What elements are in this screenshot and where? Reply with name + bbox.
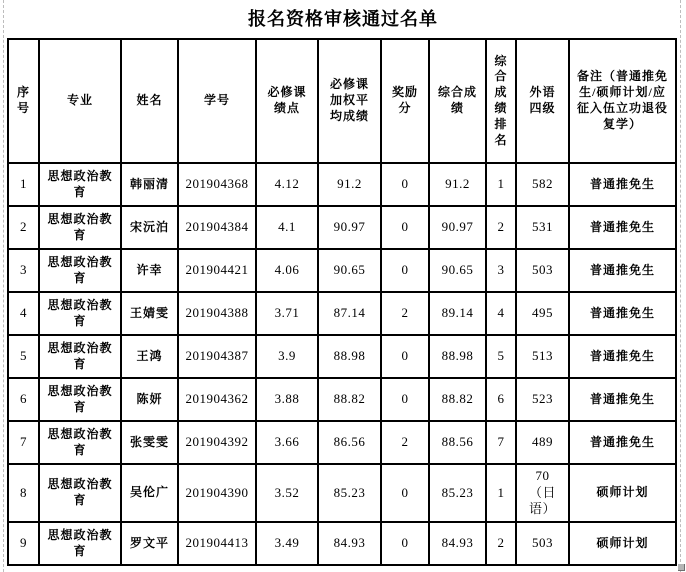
cell-major: 思想政治教育	[39, 522, 121, 565]
column-header-cet4	[516, 39, 569, 163]
cell-gpa: 4.1	[256, 206, 318, 249]
table-row	[8, 522, 676, 565]
cell-seq: 7	[8, 421, 39, 464]
cell-name: 宋沅泊	[121, 206, 178, 249]
cell-gpa: 4.06	[256, 249, 318, 292]
cell-major: 思想政治教育	[39, 335, 121, 378]
cell-seq: 8	[8, 464, 39, 522]
cell-rank: 7	[486, 421, 516, 464]
cell-name: 罗文平	[121, 522, 178, 565]
right-margin-guide	[680, 0, 681, 572]
cell-name: 吴伦广	[121, 464, 178, 522]
column-header-name	[121, 39, 178, 163]
cell-seq: 6	[8, 378, 39, 421]
column-header-label: 序号	[16, 85, 30, 115]
cell-seq: 5	[8, 335, 39, 378]
cell-composite: 88.82	[429, 378, 486, 421]
cell-composite: 84.93	[429, 522, 486, 565]
column-header-composite	[429, 39, 486, 163]
cell-major: 思想政治教育	[39, 421, 121, 464]
cell-rank: 1	[486, 163, 516, 206]
cell-rank: 3	[486, 249, 516, 292]
table-body	[8, 163, 676, 565]
cell-gpa: 3.88	[256, 378, 318, 421]
cell-cet4: 489	[516, 421, 569, 464]
cell-gpa: 4.12	[256, 163, 318, 206]
cell-weighted_avg: 84.93	[318, 522, 381, 565]
column-header-label: 姓名	[136, 93, 163, 108]
cell-weighted_avg: 90.65	[318, 249, 381, 292]
column-header-weighted_avg	[318, 39, 381, 163]
cell-major: 思想政治教育	[39, 249, 121, 292]
cell-bonus: 0	[381, 378, 429, 421]
cell-remark: 普通推免生	[569, 206, 676, 249]
cell-bonus: 0	[381, 249, 429, 292]
column-header-label: 综合成绩排名	[494, 53, 508, 147]
cell-composite: 90.65	[429, 249, 486, 292]
cell-cet4: 503	[516, 249, 569, 292]
cell-cet4: 582	[516, 163, 569, 206]
cell-gpa: 3.66	[256, 421, 318, 464]
cell-cet4: 513	[516, 335, 569, 378]
cell-bonus: 0	[381, 522, 429, 565]
cell-cet4: 531	[516, 206, 569, 249]
header-row	[8, 39, 676, 163]
cell-student_id: 201904390	[178, 464, 256, 522]
cell-remark: 普通推免生	[569, 335, 676, 378]
cell-seq: 1	[8, 163, 39, 206]
cell-weighted_avg: 87.14	[318, 292, 381, 335]
cell-name: 许幸	[121, 249, 178, 292]
cell-composite: 91.2	[429, 163, 486, 206]
cell-name: 王鸿	[121, 335, 178, 378]
column-header-label: 必修课加权平均成绩	[329, 77, 369, 123]
cell-remark: 硕师计划	[569, 464, 676, 522]
left-margin-guide	[3, 0, 4, 572]
column-header-bonus	[381, 39, 429, 163]
cell-rank: 5	[486, 335, 516, 378]
table-row	[8, 421, 676, 464]
cell-remark: 普通推免生	[569, 378, 676, 421]
cell-bonus: 0	[381, 163, 429, 206]
cell-weighted_avg: 90.97	[318, 206, 381, 249]
column-header-gpa	[256, 39, 318, 163]
cell-rank: 6	[486, 378, 516, 421]
table-resize-handle[interactable]	[678, 564, 685, 571]
column-header-label: 综合成绩	[437, 85, 477, 115]
cell-student_id: 201904368	[178, 163, 256, 206]
cell-remark: 普通推免生	[569, 249, 676, 292]
cell-seq: 4	[8, 292, 39, 335]
cell-gpa: 3.49	[256, 522, 318, 565]
cell-bonus: 0	[381, 206, 429, 249]
cell-weighted_avg: 85.23	[318, 464, 381, 522]
column-header-rank	[486, 39, 516, 163]
cell-bonus: 2	[381, 292, 429, 335]
cell-name: 王婧雯	[121, 292, 178, 335]
column-header-major	[39, 39, 121, 163]
cell-student_id: 201904362	[178, 378, 256, 421]
cell-composite: 88.56	[429, 421, 486, 464]
cell-bonus: 2	[381, 421, 429, 464]
cell-composite: 89.14	[429, 292, 486, 335]
table-row	[8, 163, 676, 206]
cell-rank: 1	[486, 464, 516, 522]
cell-gpa: 3.71	[256, 292, 318, 335]
cell-weighted_avg: 91.2	[318, 163, 381, 206]
cell-name: 陈妍	[121, 378, 178, 421]
column-header-label: 专业	[66, 93, 93, 108]
table-header	[8, 39, 676, 163]
page-title: 报名资格审核通过名单	[248, 9, 438, 29]
results-table	[7, 38, 677, 566]
cell-weighted_avg: 86.56	[318, 421, 381, 464]
column-header-label: 学号	[203, 93, 230, 108]
cell-weighted_avg: 88.82	[318, 378, 381, 421]
column-header-label: 必修课绩点	[267, 85, 307, 115]
cell-cet4: 503	[516, 522, 569, 565]
cell-name: 韩丽清	[121, 163, 178, 206]
column-header-label: 外语四级	[529, 85, 556, 115]
table-row	[8, 378, 676, 421]
cell-remark: 硕师计划	[569, 522, 676, 565]
column-header-label: 奖励分	[391, 85, 418, 115]
cell-major: 思想政治教育	[39, 378, 121, 421]
cell-major: 思想政治教育	[39, 163, 121, 206]
column-header-seq	[8, 39, 39, 163]
cell-student_id: 201904384	[178, 206, 256, 249]
cell-major: 思想政治教育	[39, 464, 121, 522]
cell-composite: 90.97	[429, 206, 486, 249]
cell-seq: 2	[8, 206, 39, 249]
column-header-label: 备注（普通推免生/硕师计划/应征入伍立功退役复学）	[576, 69, 668, 131]
cell-rank: 4	[486, 292, 516, 335]
cell-major: 思想政治教育	[39, 292, 121, 335]
cell-gpa: 3.9	[256, 335, 318, 378]
table-row	[8, 335, 676, 378]
column-header-student_id	[178, 39, 256, 163]
cell-remark: 普通推免生	[569, 421, 676, 464]
cell-student_id: 201904387	[178, 335, 256, 378]
cell-remark: 普通推免生	[569, 163, 676, 206]
column-header-remark	[569, 39, 676, 163]
cell-student_id: 201904388	[178, 292, 256, 335]
table-row	[8, 292, 676, 335]
cell-name: 张雯雯	[121, 421, 178, 464]
cell-cet4-text: 70（日语）	[528, 467, 556, 517]
cell-student_id: 201904413	[178, 522, 256, 565]
cell-weighted_avg: 88.98	[318, 335, 381, 378]
table-row	[8, 249, 676, 292]
cell-student_id: 201904421	[178, 249, 256, 292]
table-row	[8, 464, 676, 522]
table-row	[8, 206, 676, 249]
cell-cet4: 495	[516, 292, 569, 335]
cell-remark: 普通推免生	[569, 292, 676, 335]
cell-seq: 9	[8, 522, 39, 565]
cell-composite: 85.23	[429, 464, 486, 522]
cell-composite: 88.98	[429, 335, 486, 378]
cell-rank: 2	[486, 522, 516, 565]
cell-cet4	[516, 464, 569, 522]
cell-rank: 2	[486, 206, 516, 249]
cell-seq: 3	[8, 249, 39, 292]
cell-gpa: 3.52	[256, 464, 318, 522]
cell-bonus: 0	[381, 335, 429, 378]
cell-bonus: 0	[381, 464, 429, 522]
cell-student_id: 201904392	[178, 421, 256, 464]
cell-major: 思想政治教育	[39, 206, 121, 249]
cell-cet4: 523	[516, 378, 569, 421]
